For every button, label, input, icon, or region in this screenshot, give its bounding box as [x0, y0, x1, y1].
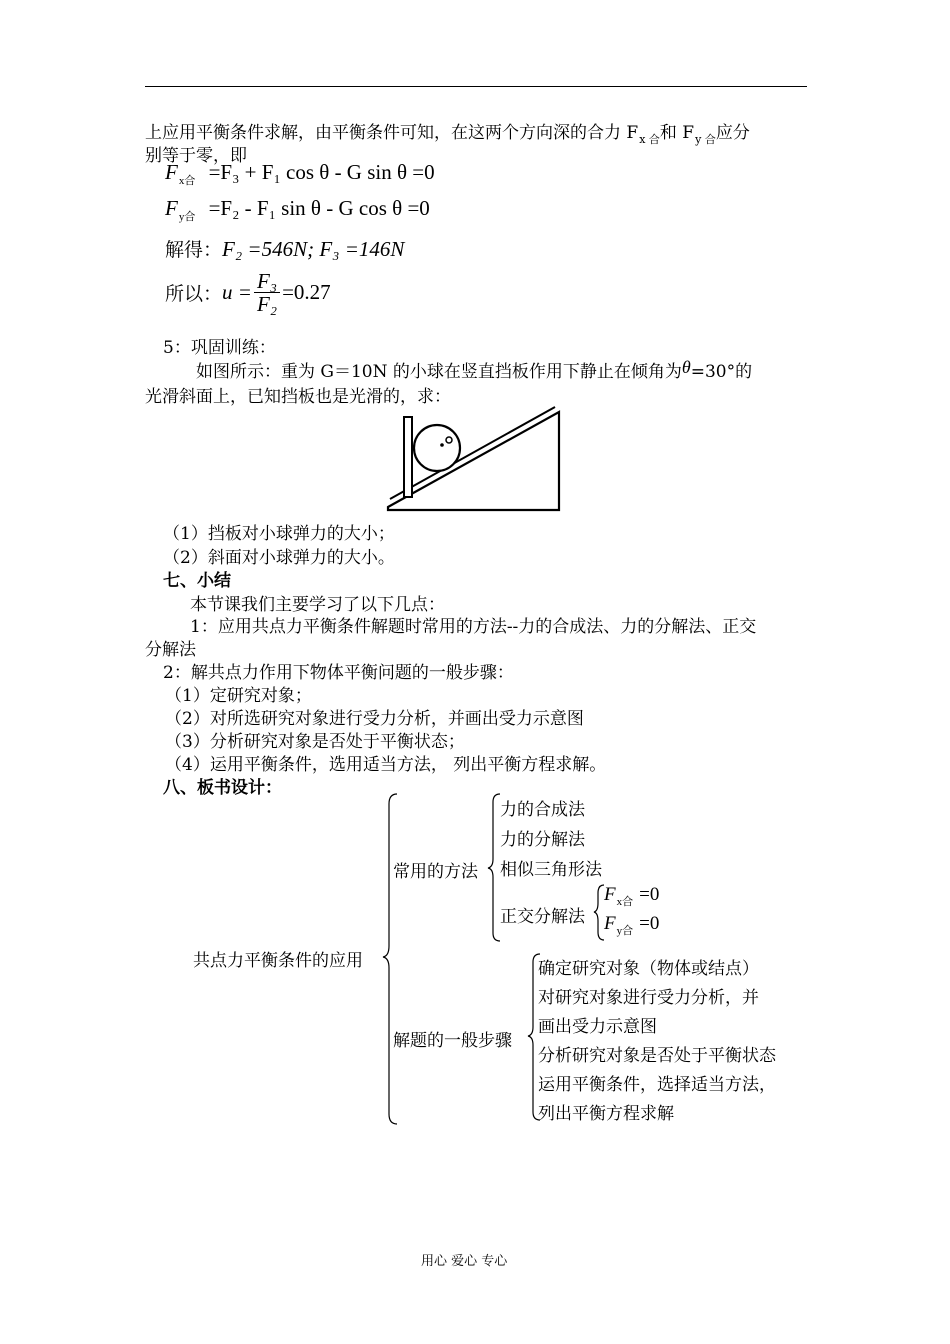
board-method-2: 力的分解法 — [500, 830, 585, 850]
eq1-lhs: F — [165, 160, 178, 184]
eq1-sub: x合 — [178, 175, 196, 187]
root-brace — [383, 794, 397, 1124]
theta-symbol: θ — [681, 357, 691, 377]
board-root: 共点力平衡条件的应用 — [193, 951, 363, 971]
section-8-title: 八、板书设计： — [163, 778, 282, 798]
board-step-4: 分析研究对象是否处于平衡状态 — [538, 1046, 776, 1066]
fraction-denominator: F₂ — [256, 292, 278, 316]
eq1-rhs: =F₃ + F₁ cos θ - G sin θ =0 — [208, 160, 435, 184]
step-1: （1）定研究对象； — [165, 686, 312, 706]
question-1: （1）挡板对小球弹力的大小； — [163, 524, 395, 544]
exercise-text: 如图所示：重为 G＝10N 的小球在竖直挡板作用下静止在倾角为 — [196, 362, 682, 382]
ortho-brace — [594, 885, 604, 940]
summary-1-line-1: 1：应用共点力平衡条件解题时常用的方法--力的合成法、力的分解法、正交 — [190, 617, 757, 637]
intro-x-sub: x 合 — [639, 133, 660, 146]
solve-result: F₂ =546N; F₃ =146N — [222, 237, 405, 261]
exercise-line-2: 光滑斜面上，已知挡板也是光滑的，求： — [145, 387, 451, 407]
step-4: （4）运用平衡条件，选用适当方法， 列出平衡方程求解。 — [165, 755, 607, 775]
board-step-5: 运用平衡条件，选择适当方法， — [538, 1075, 776, 1095]
intro-tail: 应分 — [715, 123, 750, 143]
ortho-eq2-rhs: =0 — [639, 913, 660, 934]
exercise-angle: =30°的 — [690, 362, 753, 382]
board-ortho-eq-x — [604, 884, 659, 906]
board-method-3: 相似三角形法 — [500, 860, 602, 880]
board-methods-label: 常用的方法 — [393, 862, 478, 882]
board-step-2: 对研究对象进行受力分析，并 — [538, 988, 759, 1008]
summary-1-line-2: 分解法 — [145, 640, 196, 660]
eq2-rhs: =F₂ - F₁ sin θ - G cos θ =0 — [208, 196, 430, 220]
board-ortho-label: 正交分解法 — [500, 907, 585, 927]
exercise-title: 5：巩固训练： — [163, 338, 276, 358]
board-step-3: 画出受力示意图 — [538, 1017, 657, 1037]
so-var: u = — [222, 280, 252, 304]
summary-intro: 本节课我们主要学习了以下几点： — [190, 595, 445, 615]
section-7-title: 七、小结 — [163, 571, 231, 591]
board-method-1: 力的合成法 — [500, 800, 585, 820]
intro-line-2: 别等于零，即 — [145, 146, 247, 166]
methods-brace — [488, 794, 500, 941]
ortho-eq2-f: F — [604, 913, 616, 934]
eq2-lhs: F — [165, 196, 178, 220]
fraction-numerator: F₃ — [254, 270, 280, 293]
so-label: 所以： — [165, 283, 223, 305]
ortho-eq1-sub: x合 — [616, 896, 634, 908]
board-step-1: 确定研究对象（物体或结点） — [538, 959, 759, 979]
board-step-6: 列出平衡方程求解 — [538, 1104, 674, 1124]
summary-2: 2：解共点力作用下物体平衡问题的一般步骤： — [163, 663, 514, 683]
step-2: （2）对所选研究对象进行受力分析，并画出受力示意图 — [165, 709, 584, 729]
ortho-eq1-rhs: =0 — [639, 884, 660, 905]
question-2: （2）斜面对小球弹力的大小。 — [163, 548, 395, 568]
board-steps-label: 解题的一般步骤 — [393, 1031, 512, 1051]
ortho-eq2-sub: y合 — [616, 925, 634, 937]
intro-and: 和 F — [659, 123, 695, 143]
solve-label: 解得： — [165, 239, 223, 261]
so-value: =0.27 — [282, 280, 331, 304]
intro-text: 上应用平衡条件求解，由平衡条件可知，在这两个方向深的合力 F — [145, 123, 639, 143]
eq2-sub: y合 — [178, 211, 196, 223]
page-footer: 用心 爱心 专心 — [421, 1254, 508, 1269]
intro-y-sub: y 合 — [695, 133, 716, 146]
ortho-eq1-f: F — [604, 884, 616, 905]
step-3: （3）分析研究对象是否处于平衡状态； — [165, 732, 465, 752]
board-ortho-eq-y — [604, 913, 659, 935]
